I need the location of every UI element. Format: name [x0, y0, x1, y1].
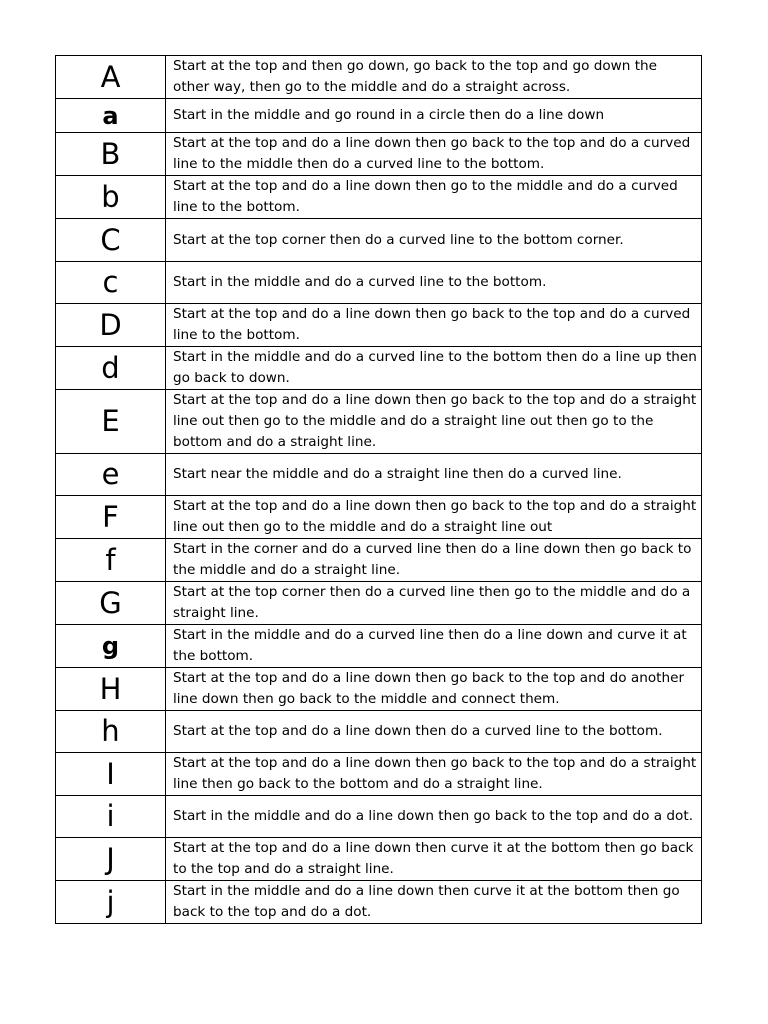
- table-row: [56, 390, 702, 454]
- letter-cell: g: [56, 625, 166, 668]
- letter-cell: E: [56, 390, 166, 454]
- table-row: [56, 668, 702, 711]
- letter-cell: h: [56, 711, 166, 753]
- table-row: [56, 99, 702, 133]
- instruction-cell: Start in the middle and do a line down then curve it at the bottom then go back to the top and do a dot.: [166, 881, 702, 924]
- letter-cell: H: [56, 668, 166, 711]
- table-row: [56, 133, 702, 176]
- letter-cell: C: [56, 219, 166, 262]
- table-row: [56, 56, 702, 99]
- table-row: [56, 219, 702, 262]
- table-row: [56, 881, 702, 924]
- table-row: [56, 625, 702, 668]
- letter-cell: a: [56, 99, 166, 133]
- instruction-cell: Start at the top corner then do a curved line then go to the middle and do a straight line.: [166, 582, 702, 625]
- table-row: [56, 711, 702, 753]
- letter-cell: e: [56, 454, 166, 496]
- instruction-cell: Start at the top and do a line down then go back to the top and do another line down then go back to the middle and connect them.: [166, 668, 702, 711]
- table-row: [56, 582, 702, 625]
- letter-cell: D: [56, 304, 166, 347]
- instruction-cell: Start in the corner and do a curved line then do a line down then go back to the middle and do a straight line.: [166, 539, 702, 582]
- instruction-cell: Start at the top and do a line down then go back to the top and do a curved line to the middle then do a curved line to the bottom.: [166, 133, 702, 176]
- table-row: [56, 838, 702, 881]
- instruction-cell: Start at the top and then go down, go back to the top and go down the other way, then go to the middle and do a straight across.: [166, 56, 702, 99]
- table-row: [56, 176, 702, 219]
- table-row: [56, 262, 702, 304]
- letter-cell: d: [56, 347, 166, 390]
- table-row: [56, 454, 702, 496]
- letter-cell: b: [56, 176, 166, 219]
- instruction-cell: Start in the middle and do a curved line to the bottom.: [166, 262, 702, 304]
- instruction-cell: Start in the middle and go round in a circle then do a line down: [166, 99, 702, 133]
- instruction-cell: Start at the top corner then do a curved line to the bottom corner.: [166, 219, 702, 262]
- letter-cell: j: [56, 881, 166, 924]
- instruction-cell: Start at the top and do a line down then do a curved line to the bottom.: [166, 711, 702, 753]
- table-row: [56, 796, 702, 838]
- letter-cell: J: [56, 838, 166, 881]
- letter-cell: i: [56, 796, 166, 838]
- letter-cell: f: [56, 539, 166, 582]
- table-row: [56, 496, 702, 539]
- letter-cell: B: [56, 133, 166, 176]
- instruction-cell: Start in the middle and do a line down then go back to the top and do a dot.: [166, 796, 702, 838]
- letter-cell: A: [56, 56, 166, 99]
- instruction-cell: Start at the top and do a line down then go back to the top and do a curved line to the bottom.: [166, 304, 702, 347]
- table-body: [56, 56, 702, 924]
- letter-cell: G: [56, 582, 166, 625]
- instruction-cell: Start at the top and do a line down then curve it at the bottom then go back to the top and do a straight line.: [166, 838, 702, 881]
- instruction-cell: Start in the middle and do a curved line to the bottom then do a line up then go back to down.: [166, 347, 702, 390]
- letter-cell: c: [56, 262, 166, 304]
- table-row: [56, 539, 702, 582]
- instruction-cell: Start in the middle and do a curved line then do a line down and curve it at the bottom.: [166, 625, 702, 668]
- letter-cell: F: [56, 496, 166, 539]
- table-row: [56, 753, 702, 796]
- instruction-cell: Start at the top and do a line down then go to the middle and do a curved line to the bottom.: [166, 176, 702, 219]
- instruction-cell: Start at the top and do a line down then go back to the top and do a straight line out then go to the middle and do a straight line out: [166, 496, 702, 539]
- table-row: [56, 304, 702, 347]
- table-row: [56, 347, 702, 390]
- instruction-cell: Start at the top and do a line down then go back to the top and do a straight line then go back to the bottom and do a straight line.: [166, 753, 702, 796]
- letter-cell: I: [56, 753, 166, 796]
- instruction-cell: Start at the top and do a line down then go back to the top and do a straight line out then go to the middle and do a straight line out then go to the bottom and do a straight line.: [166, 390, 702, 454]
- instruction-cell: Start near the middle and do a straight line then do a curved line.: [166, 454, 702, 496]
- letter-formation-table: [55, 55, 702, 924]
